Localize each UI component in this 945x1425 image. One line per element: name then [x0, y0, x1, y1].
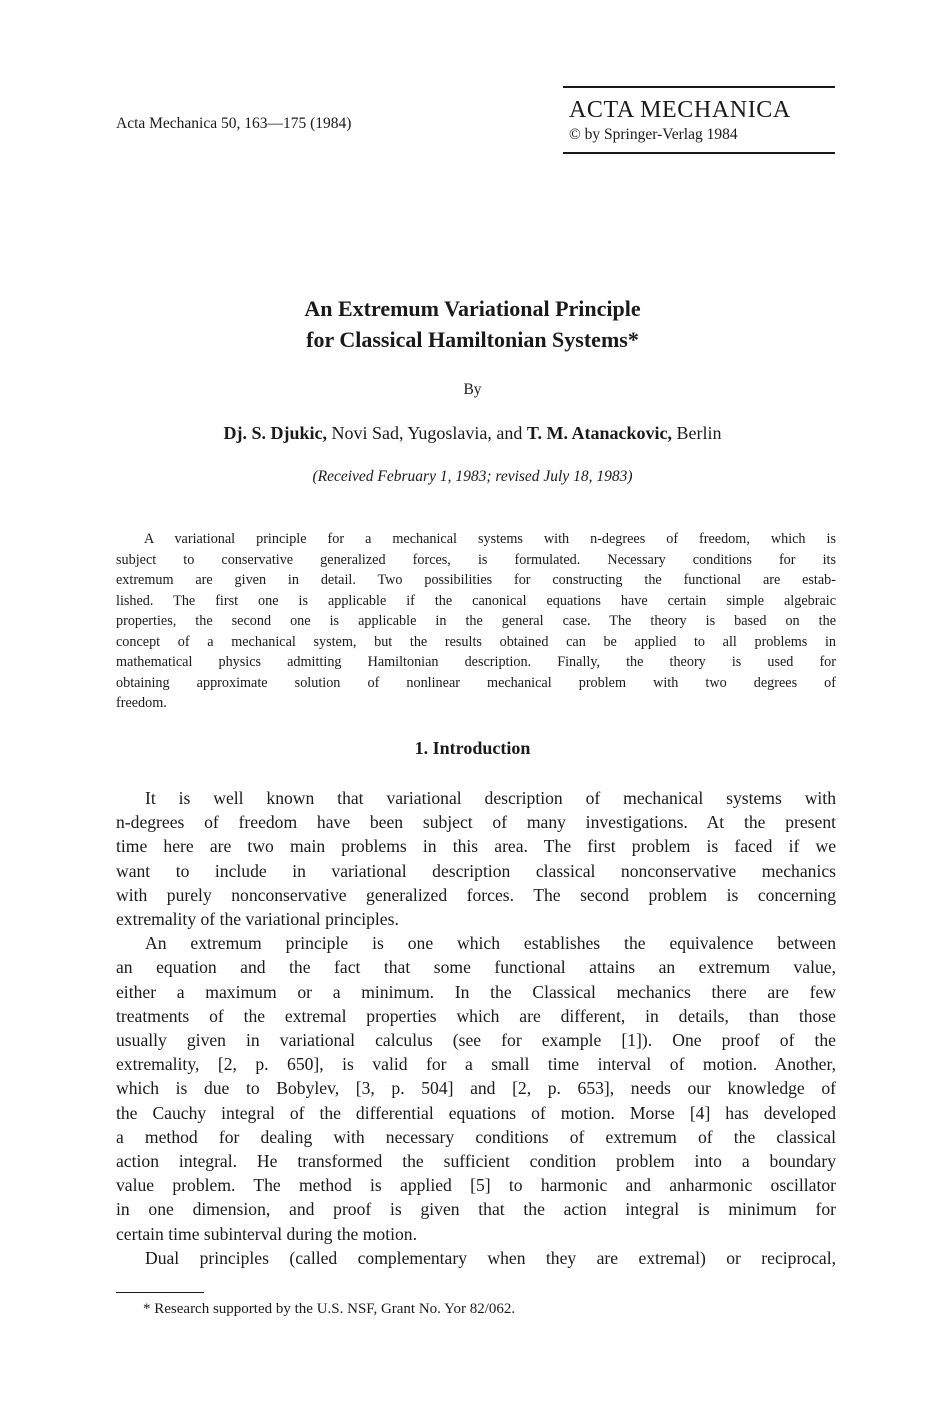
body-line: time here are two main problems in this area. The first problem is faced if we — [116, 836, 836, 857]
title-line-1: An Extremum Variational Principle — [304, 296, 641, 321]
body-line: action integral. He transformed the sufficient condition problem into a boundary — [116, 1151, 836, 1172]
body-line: n-degrees of freedom have been subject of many investigations. At the present — [116, 812, 836, 833]
author-2-name: T. M. Atanackovic, — [526, 423, 672, 443]
introduction-body — [116, 786, 836, 1270]
body-line: in one dimension, and proof is given that the action integral is minimum for — [116, 1199, 836, 1220]
body-line: the Cauchy integral of the differential equations of motion. Morse [4] has developed — [116, 1102, 836, 1123]
body-line: value problem. The method is applied [5] to harmonic and anharmonic oscillator — [116, 1175, 836, 1196]
body-line: Dual principles (called complementary when they are extremal) or reciprocal, — [145, 1247, 836, 1268]
body-line: treatments of the extremal properties which are different, in details, than those — [116, 1005, 836, 1026]
body-line: An extremum principle is one which establishes the equivalence between — [145, 933, 836, 954]
citation: Acta Mechanica 50, 163—175 (1984) — [116, 115, 352, 132]
footnote-divider — [116, 1292, 204, 1293]
body-line: usually given in variational calculus (see for example [1]). One proof of the — [116, 1030, 836, 1051]
author-line — [0, 423, 945, 444]
abstract-line: properties, the second one is applicable in the general case. The theory is based on the — [116, 613, 836, 629]
body-line: an equation and the fact that some functional attains an extremum value, — [116, 957, 836, 978]
abstract-line: concept of a mechanical system, but the results obtained can be applied to all problems in — [116, 633, 836, 650]
paper-title — [0, 293, 945, 355]
body-line: extremality of the variational principles. — [116, 909, 399, 930]
received-dates: (Received February 1, 1983; revised July 18, 1983) — [312, 468, 633, 485]
body-line: extremality, [2, p. 650], is valid for a small time interval of motion. Another, — [116, 1054, 836, 1075]
body-line: It is well known that variational description of mechanical systems with — [145, 788, 836, 808]
body-line: which is due to Bobylev, [3, p. 504] and [2, p. 653], needs our knowledge of — [116, 1078, 836, 1099]
abstract-line: A variational principle for a mechanical systems with n-degrees of freedom, which is — [144, 531, 836, 547]
journal-masthead — [563, 86, 835, 154]
author-1-name: Dj. S. Djukic, — [223, 423, 328, 443]
abstract-line: mathematical physics admitting Hamiltonian description. Finally, the theory is used for — [116, 654, 836, 670]
body-line: certain time subinterval during the motion. — [116, 1223, 417, 1244]
footnote: * Research supported by the U.S. NSF, Grant No. Yor 82/062. — [143, 1301, 516, 1317]
section-heading-introduction: 1. Introduction — [414, 738, 531, 758]
abstract-line: extremum are given in detail. Two possibilities for constructing the functional are estab- — [116, 572, 836, 588]
abstract-line: subject to conservative generalized forces, is formulated. Necessary conditions for its — [116, 551, 836, 568]
author-1-affiliation: Novi Sad, Yugoslavia, and — [327, 423, 527, 443]
journal-name: ACTA MECHANICA — [569, 97, 791, 123]
title-line-2: for Classical Hamiltonian Systems* — [306, 327, 639, 352]
abstract-line: freedom. — [116, 695, 167, 711]
body-line: with purely nonconservative generalized forces. The second problem is concerning — [116, 884, 836, 905]
by-label: By — [463, 381, 482, 398]
abstract — [116, 529, 836, 714]
body-line: want to include in variational description classical nonconservative mechanics — [116, 860, 836, 881]
copyright-notice: © by Springer-Verlag 1984 — [569, 126, 738, 143]
author-2-affiliation: Berlin — [672, 423, 722, 443]
abstract-line: obtaining approximate solution of nonlinear mechanical problem with two degrees of — [116, 674, 836, 691]
body-line: a method for dealing with necessary conditions of extremum of the classical — [116, 1126, 836, 1147]
abstract-line: lished. The first one is applicable if the canonical equations have certain simple algebraic — [116, 592, 836, 609]
body-line: either a maximum or a minimum. In the Classical mechanics there are few — [116, 981, 836, 1002]
